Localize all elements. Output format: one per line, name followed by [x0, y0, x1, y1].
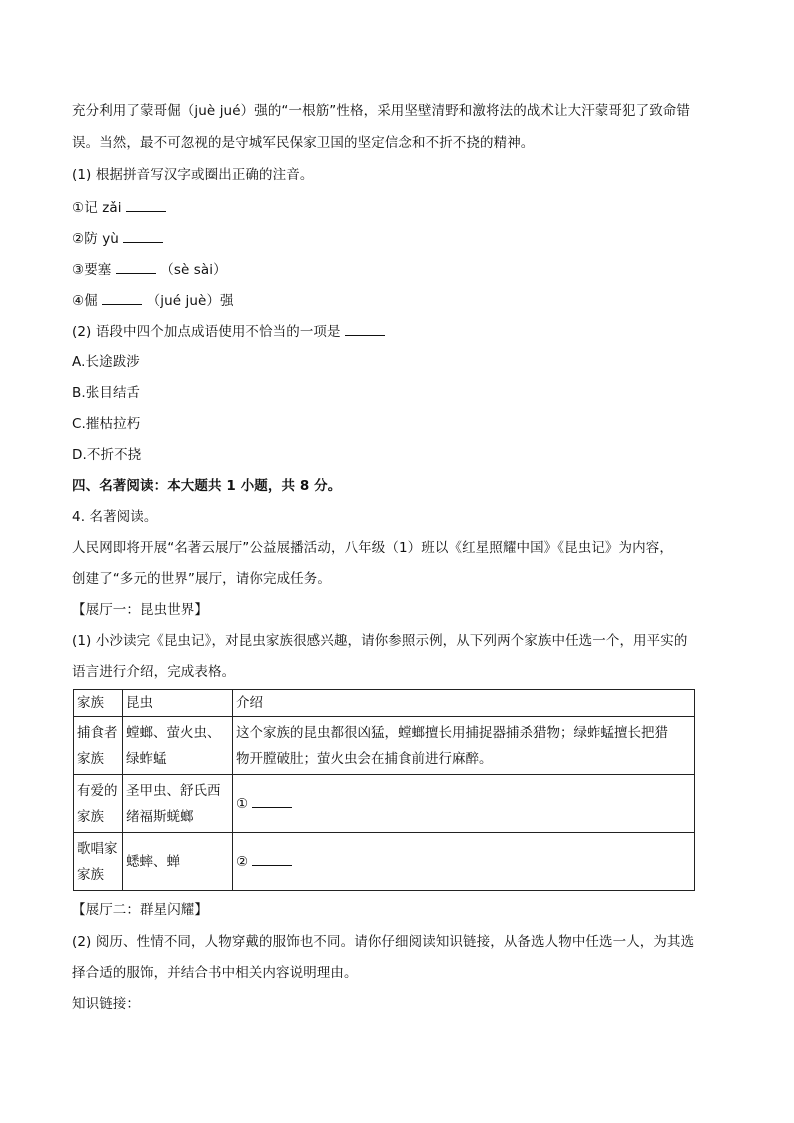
intro-cell — [233, 717, 695, 775]
q1-item-4 — [72, 290, 722, 311]
q2-line — [72, 321, 722, 342]
task-2-line-2: 择合适的服饰，并结合书中相关内容说明理由。 — [72, 965, 358, 981]
insects-text: 圣甲虫、舒氏西 — [126, 782, 221, 799]
section4-intro-line-2: 创建了“多元的世界”展厅，请你完成任务。 — [72, 571, 331, 587]
q1-item-2 — [72, 228, 722, 249]
family-cell — [74, 833, 123, 891]
family-text: 歌唱家 — [77, 840, 118, 857]
q2-option-a: A.长途跋涉 — [72, 354, 140, 370]
insects-text: 蟋蟀、蝉 — [126, 853, 180, 870]
answer-blank[interactable] — [123, 228, 163, 243]
q1-item-3 — [72, 259, 722, 280]
q2-option-b: B.张目结舌 — [72, 385, 141, 401]
intro-cell — [233, 833, 695, 891]
q1-item-2-text: ②防 yù — [72, 231, 119, 247]
header-insects: 昆虫 — [123, 690, 233, 717]
insect-table — [73, 689, 695, 891]
family-cell — [74, 775, 123, 833]
intro-line-2: 误。当然，最不可忽视的是守城军民保家卫国的坚定信念和不折不挠的精神。 — [72, 135, 535, 151]
task-1-line-2: 语言进行介绍，完成表格。 — [72, 664, 236, 680]
family-text: 家族 — [77, 866, 104, 883]
insects-cell — [123, 775, 233, 833]
section-heading: 四、名著阅读：本大题共 1 小题，共 8 分。 — [72, 478, 342, 494]
family-cell — [74, 717, 123, 775]
q2-option-d: D.不折不挠 — [72, 447, 142, 463]
family-text: 有爱的 — [77, 782, 118, 799]
answer-blank[interactable] — [252, 793, 292, 808]
table-header-row — [74, 690, 695, 717]
section4-intro-line-1: 人民网即将开展“名著云展厅”公益展播活动，八年级（1）班以《红星照耀中国》《昆虫记》为内容， — [72, 540, 673, 556]
intro-cell — [233, 775, 695, 833]
insects-cell — [123, 717, 233, 775]
insects-text: 螳螂、萤火虫、 — [126, 724, 221, 741]
family-text: 家族 — [77, 750, 104, 767]
task-2-line-1: (2) 阅历、性情不同，人物穿戴的服饰也不同。请你仔细阅读知识链接，从备选人物中任选一人，为其选 — [72, 934, 695, 950]
q1-item-4-text: ④倔 — [72, 293, 98, 309]
intro-line-1: 充分利用了蒙哥倔（juè jué）强的“一根筋”性格，采用坚壁清野和激将法的战术让大汗蒙哥犯了致命错 — [72, 103, 691, 119]
answer-marker: ② — [236, 853, 249, 870]
insects-text: 绪福斯蜣螂 — [126, 808, 194, 825]
answer-marker: ① — [236, 795, 249, 812]
q1-prompt: (1) 根据拼音写汉字或圈出正确的注音。 — [72, 167, 314, 183]
intro-text: 这个家族的昆虫都很凶猛，螳螂擅长用捕捉器捕杀猎物；绿蚱蜢擅长把猎 — [236, 724, 668, 741]
q1-item-1 — [72, 197, 722, 218]
header-intro: 介绍 — [233, 690, 695, 717]
table-row — [74, 775, 695, 833]
q1-item-3-text: ③要塞 — [72, 262, 112, 278]
q1-item-4-suffix: （jué juè）强 — [146, 293, 234, 309]
table-row — [74, 717, 695, 775]
answer-blank[interactable] — [345, 321, 385, 336]
answer-blank[interactable] — [102, 290, 142, 305]
hall-2-title: 【展厅二：群星闪耀】 — [72, 902, 208, 918]
header-family: 家族 — [74, 690, 123, 717]
answer-blank[interactable] — [252, 851, 292, 866]
q2-option-c: C.摧枯拉朽 — [72, 416, 141, 432]
answer-blank[interactable] — [116, 259, 156, 274]
insects-cell — [123, 833, 233, 891]
table-row — [74, 833, 695, 891]
q2-prompt: (2) 语段中四个加点成语使用不恰当的一项是 — [72, 324, 341, 340]
q1-item-3-suffix: （sè sài） — [160, 262, 227, 278]
answer-blank[interactable] — [126, 197, 166, 212]
family-text: 捕食者 — [77, 724, 118, 741]
insects-text: 绿蚱蜢 — [126, 750, 167, 767]
question-4-title: 4. 名著阅读。 — [72, 509, 158, 525]
hall-1-title: 【展厅一：昆虫世界】 — [72, 602, 208, 618]
family-text: 家族 — [77, 808, 104, 825]
knowledge-link-label: 知识链接： — [72, 996, 140, 1012]
task-1-line-1: (1) 小沙读完《昆虫记》，对昆虫家族很感兴趣，请你参照示例，从下列两个家族中任选一个，用平实的 — [72, 633, 688, 649]
q1-item-1-text: ①记 zǎi — [72, 200, 122, 216]
intro-text: 物开膛破肚；萤火虫会在捕食前进行麻醉。 — [236, 750, 493, 767]
